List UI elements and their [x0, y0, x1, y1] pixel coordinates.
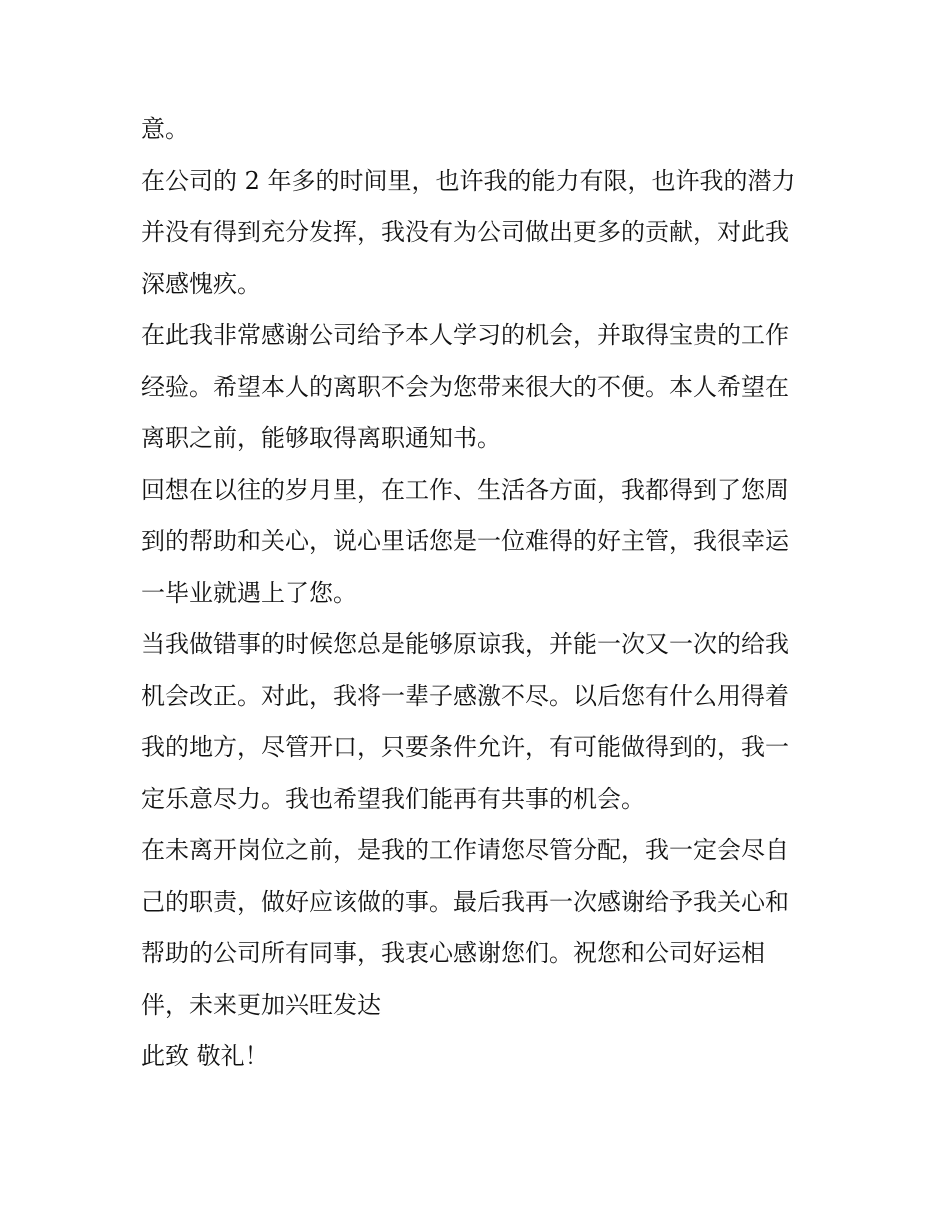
text-line: 伴，未来更加兴旺发达 [141, 990, 381, 1019]
text-line: 在公司的 2 年多的时间里，也许我的能力有限，也许我的潜力 [141, 166, 796, 195]
text-line: 并没有得到充分发挥，我没有为公司做出更多的贡献，对此我 [141, 218, 789, 246]
text-line: 定乐意尽力。我也希望我们能再有共事的机会。 [141, 784, 645, 813]
text-line: 离职之前，能够取得离职通知书。 [141, 424, 501, 452]
text-line: 己的职责，做好应该做的事。最后我再一次感谢给予我关心和 [141, 887, 789, 916]
text-line: 我的地方，尽管开口，只要条件允许，有可能做得到的，我一 [141, 733, 789, 761]
text-line: 机会改正。对此，我将一辈子感激不尽。以后您有什么用得着 [141, 681, 789, 710]
text-line: 在此我非常感谢公司给予本人学习的机会，并取得宝贵的工作 [141, 321, 789, 349]
letter-body [141, 104, 816, 1083]
text-line: 经验。希望本人的离职不会为您带来很大的不便。本人希望在 [141, 372, 789, 401]
text-line: 回想在以往的岁月里，在工作、生活各方面，我都得到了您周 [141, 475, 789, 504]
text-line: 意。 [141, 115, 189, 143]
text-line: 一毕业就遇上了您。 [141, 578, 357, 607]
text-line: 到的帮助和关心，说心里话您是一位难得的好主管，我很幸运 [141, 527, 789, 555]
text-line: 当我做错事的时候您总是能够原谅我，并能一次又一次的给我 [141, 630, 789, 658]
closing-line: 此致 敬礼！ [141, 1042, 269, 1070]
text-line: 深感愧疚。 [141, 269, 261, 298]
text-line: 在未离开岗位之前，是我的工作请您尽管分配，我一定会尽自 [141, 836, 789, 864]
text-line: 帮助的公司所有同事，我衷心感谢您们。祝您和公司好运相 [141, 939, 765, 967]
